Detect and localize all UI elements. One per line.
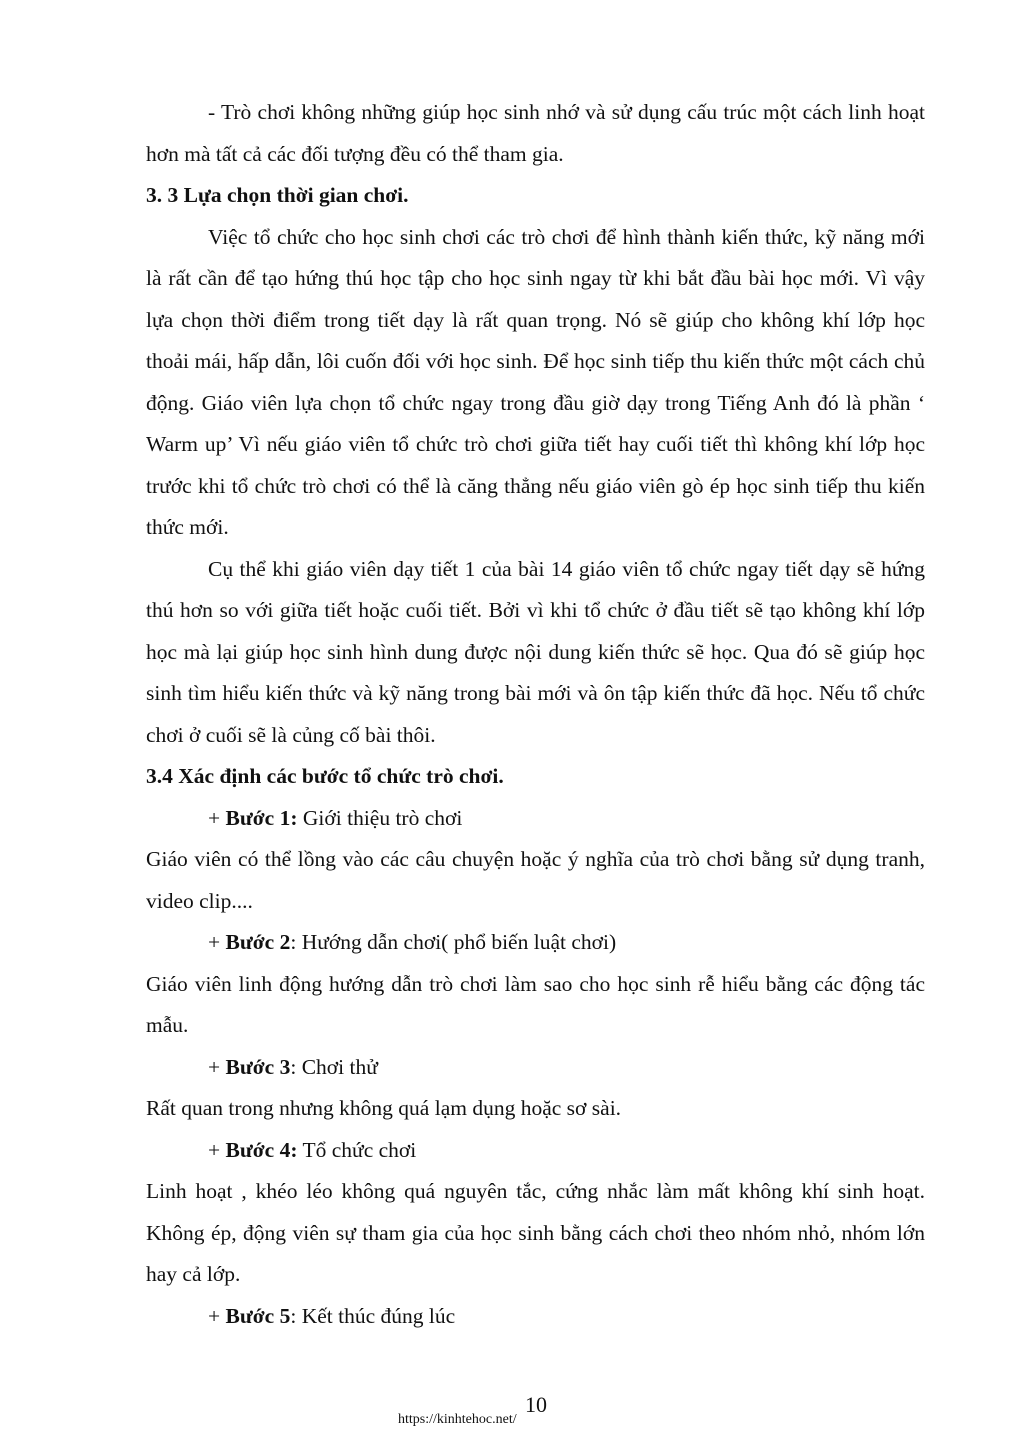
step-2-label: Bước 2 — [225, 930, 291, 954]
page-content — [146, 92, 925, 1337]
step-4-body: Linh hoạt , khéo léo không quá nguyên tắc, cứng nhắc làm mất không khí sinh hoạt. Không ép, động viên sự tham gia của học sinh bằng cách chơi theo nhóm nhỏ, nhóm lớn hay cả lớp. — [146, 1179, 925, 1286]
step-5-title: : Kết thúc đúng lúc — [290, 1303, 456, 1328]
step-prefix: + — [208, 1303, 226, 1328]
paragraph-games-benefit: - Trò chơi không những giúp học sinh nhớ và sử dụng cấu trúc một cách linh hoạt hơn mà tất cả các đối tượng đều có thể tham gia. — [146, 100, 925, 166]
step-prefix: + — [208, 930, 226, 954]
heading-organize-steps: 3.4 Xác định các bước tổ chức trò chơi. — [146, 764, 504, 788]
step-prefix: + — [208, 805, 226, 830]
step-2-heading — [146, 922, 925, 964]
paragraph-timing-importance: Việc tổ chức cho học sinh chơi các trò chơi để hình thành kiến thức, kỹ năng mới là rất cần để tạo hứng thú học tập cho học sinh ngay từ khi bắt đầu bài học mới. Vì vậy lựa chọn thời điểm trong tiết dạy là rất quan trọng. Nó sẽ giúp cho không khí lớp học thoải mái, hấp dẫn, lôi cuốn đối với học sinh. Để học sinh tiếp thu kiến thức một cách chủ động. Giáo viên lựa chọn tổ chức ngay trong đầu giờ dạy trong Tiếng Anh đó là phần ‘ Warm up’ Vì nếu giáo viên tổ chức trò chơi giữa tiết hay cuối tiết thì không khí lớp học trước khi tổ chức trò chơi có thể là căng thẳng nếu giáo viên gò ép học sinh tiếp thu kiến thức mới. — [146, 224, 925, 539]
step-1-heading — [146, 798, 925, 840]
step-5-heading — [146, 1296, 925, 1338]
step-prefix: + — [208, 1137, 226, 1162]
step-4-label: Bước 4: — [225, 1137, 298, 1162]
step-3-heading — [146, 1047, 925, 1089]
step-3-label: Bước 3 — [225, 1054, 291, 1079]
step-1-body: Giáo viên có thể lồng vào các câu chuyện hoặc ý nghĩa của trò chơi bằng sử dụng tranh, video clip.... — [146, 847, 925, 913]
step-4-title: Tổ chức chơi — [297, 1137, 417, 1162]
step-4-heading — [146, 1130, 925, 1172]
paragraph-lesson-example: Cụ thể khi giáo viên dạy tiết 1 của bài 14 giáo viên tổ chức ngay tiết dạy sẽ hứng thú hơn so với giữa tiết hoặc cuối tiết. Bởi vì khi tổ chức ở đầu tiết sẽ tạo không khí lớp học mà lại giúp học sinh hình dung được nội dung kiến thức sẽ học. Qua đó sẽ giúp học sinh tìm hiểu kiến thức và kỹ năng trong bài mới và ôn tập kiến thức đã học. Nếu tổ chức chơi ở cuối sẽ là củng cố bài thôi. — [146, 556, 925, 747]
step-1-label: Bước 1: — [225, 805, 298, 830]
step-5-label: Bước 5 — [225, 1303, 291, 1328]
page-number: 10 — [525, 1392, 547, 1417]
step-prefix: + — [208, 1054, 226, 1079]
step-3-title: : Chơi thử — [290, 1054, 378, 1079]
footer-url: https://kinhtehoc.net/ — [398, 1412, 517, 1427]
step-2-title: : Hướng dẫn chơi( phổ biến luật chơi) — [290, 930, 617, 954]
step-2-body: Giáo viên linh động hướng dẫn trò chơi làm sao cho học sinh rễ hiểu bằng các động tác mẫu. — [146, 971, 925, 1037]
step-1-title: Giới thiệu trò chơi — [297, 805, 463, 830]
heading-choose-play-time: 3. 3 Lựa chọn thời gian chơi. — [146, 183, 409, 207]
step-3-body: Rất quan trong nhưng không quá lạm dụng hoặc sơ sài. — [146, 1096, 622, 1120]
